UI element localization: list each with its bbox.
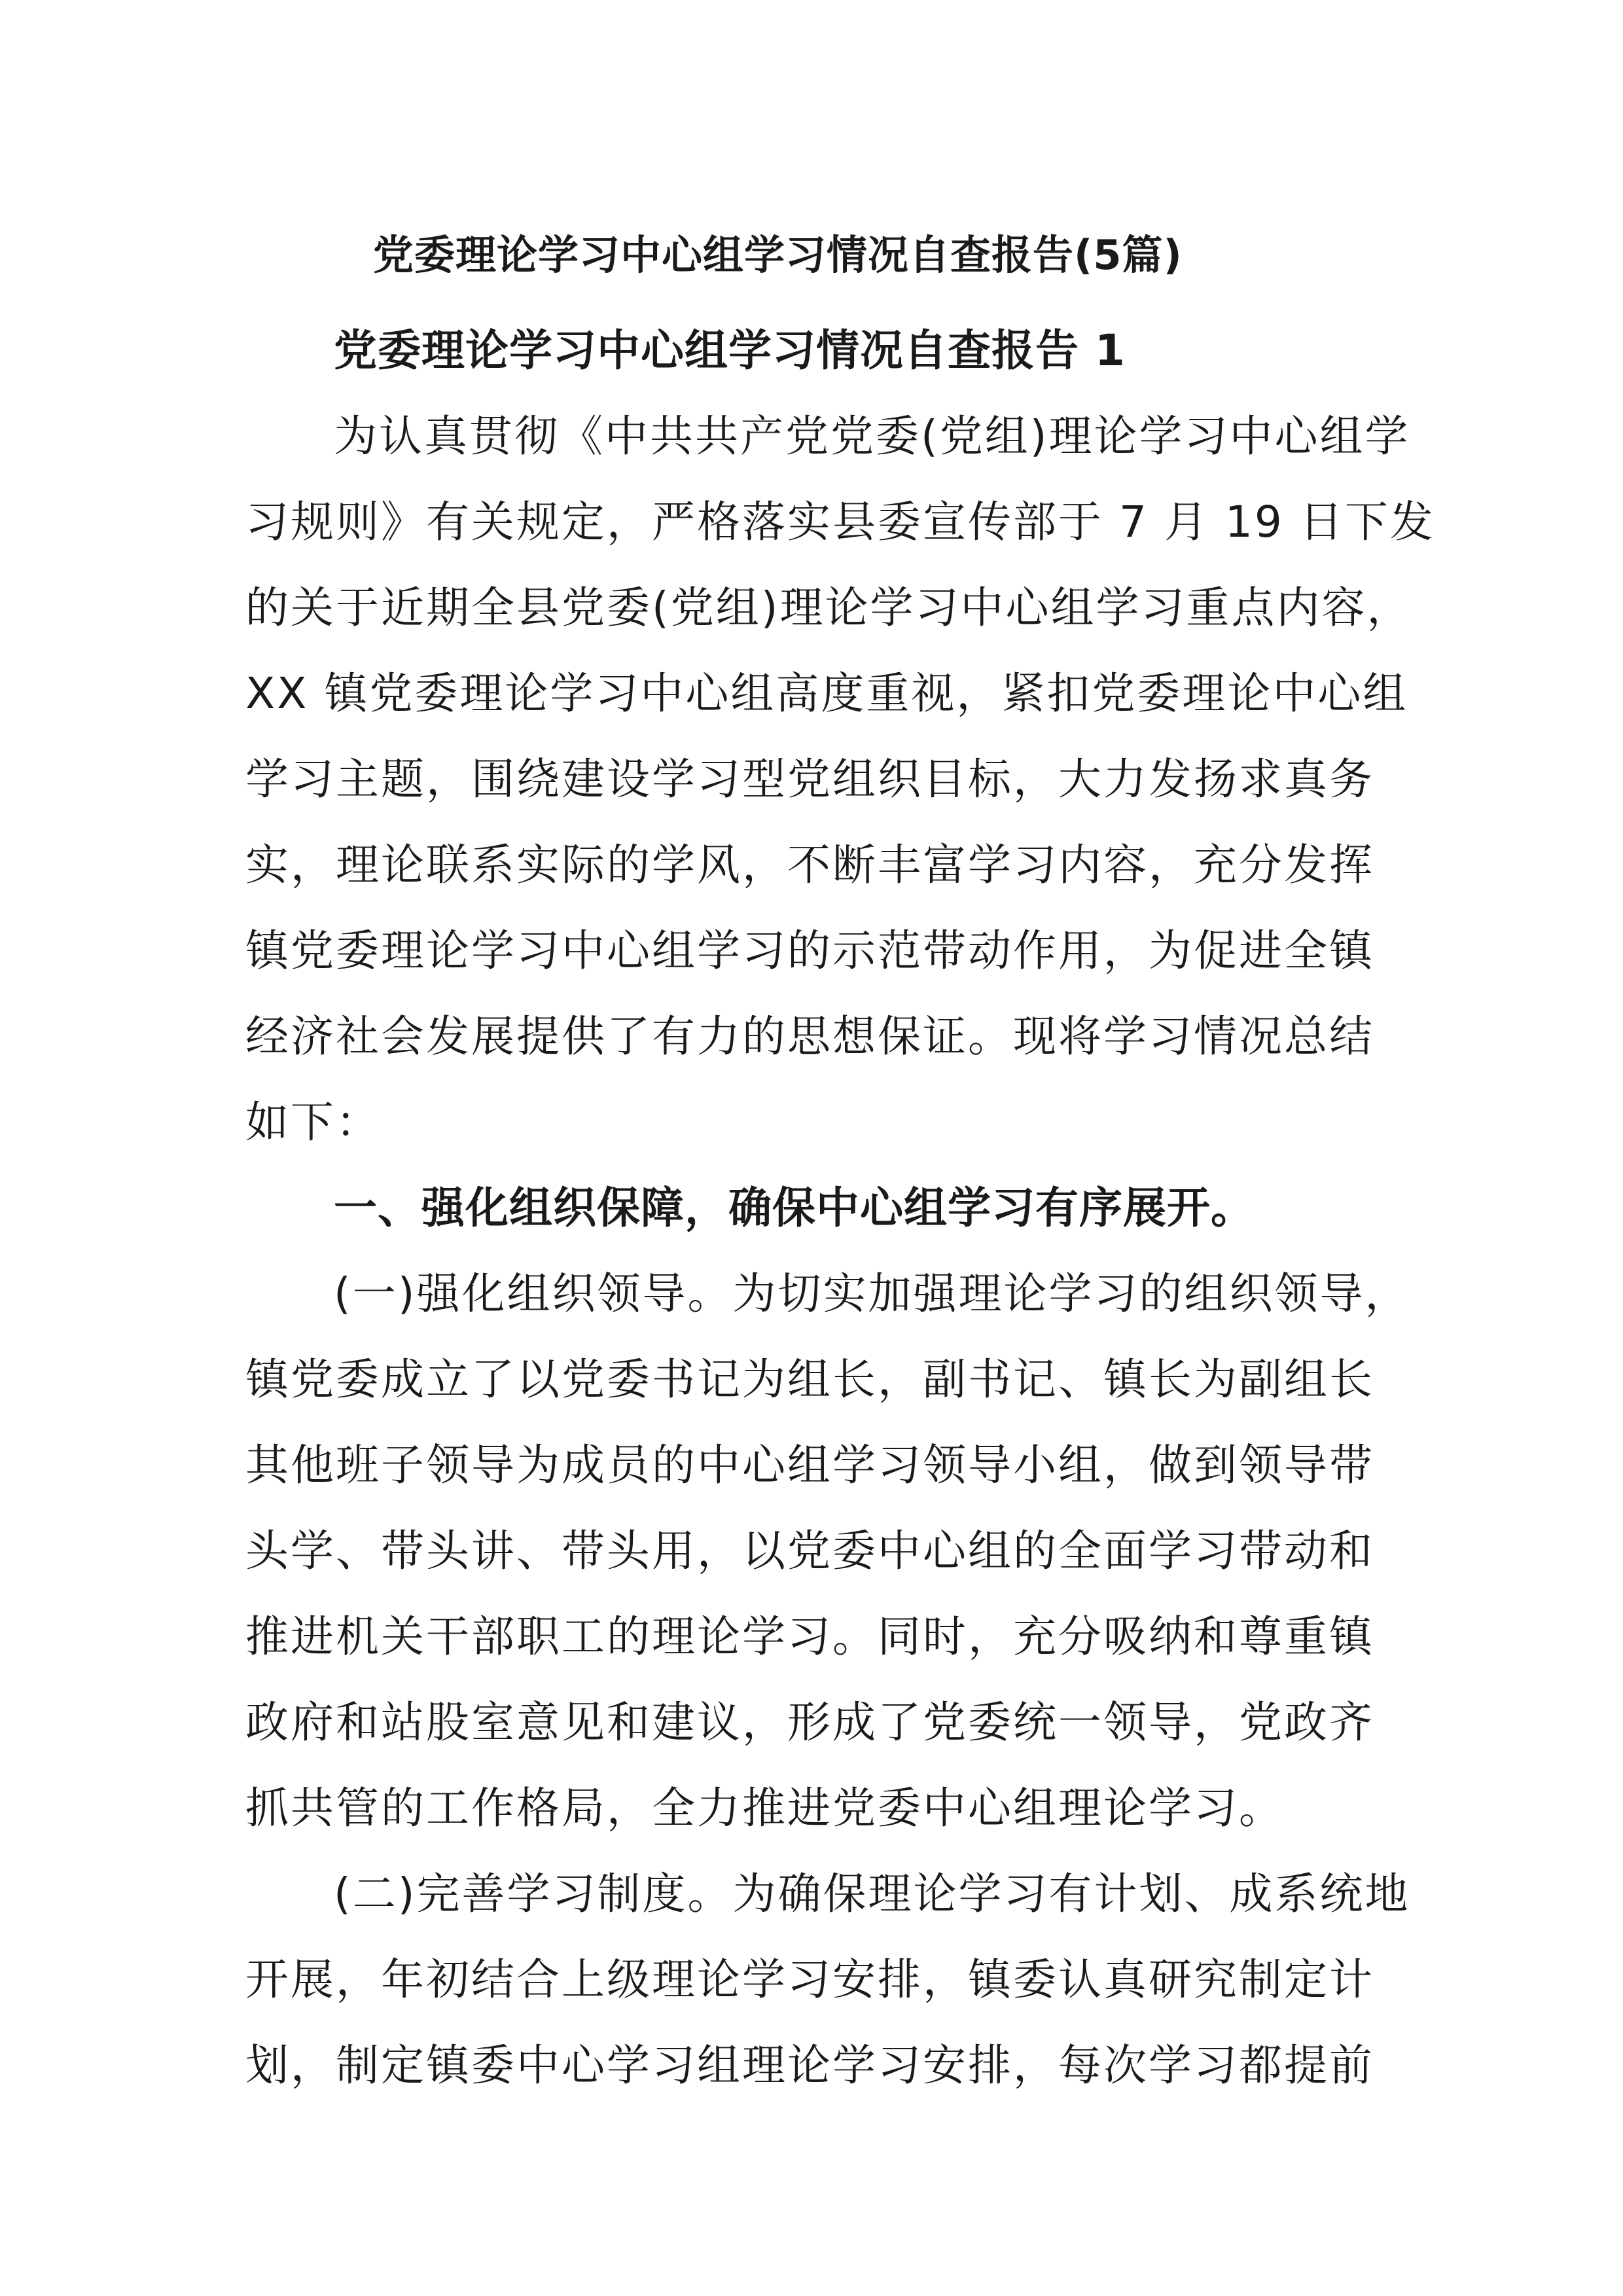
- paragraph-line: 其他班子领导为成员的中心组学习领导小组，做到领导带: [245, 1440, 1374, 1490]
- paragraph-line: 头学、带头讲、带头用，以党委中心组的全面学习带动和: [245, 1526, 1374, 1576]
- document-title: 党委理论学习中心组学习情况自查报告(5篇): [373, 231, 1183, 279]
- paragraph-line: 实，理论联系实际的学风，不断丰富学习内容，充分发挥: [245, 840, 1374, 890]
- section-heading-line: 党委理论学习中心组学习情况自查报告 1: [334, 325, 1126, 376]
- paragraph-line: 如下：: [245, 1097, 381, 1147]
- section-heading-line: 一、强化组织保障，确保中心组学习有序展开。: [334, 1183, 1255, 1233]
- paragraph-line: 经济社会发展提供了有力的思想保证。现将学习情况总结: [245, 1011, 1374, 1062]
- paragraph-line: 的关于近期全县党委(党组)理论学习中心组学习重点内容，: [245, 583, 1412, 633]
- paragraph-line: 为认真贯彻《中共共产党党委(党组)理论学习中心组学: [334, 411, 1410, 461]
- paragraph-line: 划，制定镇委中心学习组理论学习安排，每次学习都提前: [245, 2040, 1374, 2090]
- paragraph-line: (二)完善学习制度。为确保理论学习有计划、成系统地: [334, 1869, 1410, 1919]
- paragraph-line: 抓共管的工作格局，全力推进党委中心组理论学习。: [245, 1783, 1284, 1833]
- paragraph-line: 学习主题，围绕建设学习型党组织目标，大力发扬求真务: [245, 754, 1374, 804]
- paragraph-line: 开展，年初结合上级理论学习安排，镇委认真研究制定计: [245, 1954, 1374, 2005]
- paragraph-line: 习规则》有关规定，严格落实县委宣传部于 7 月 19 日下发: [245, 497, 1435, 547]
- document-body: [245, 308, 1435, 2108]
- paragraph-line: 政府和站股室意见和建议，形成了党委统一领导，党政齐: [245, 1697, 1374, 1748]
- paragraph-line: 镇党委成立了以党委书记为组长，副书记、镇长为副组长: [245, 1354, 1374, 1405]
- paragraph-line: 镇党委理论学习中心组学习的示范带动作用，为促进全镇: [245, 925, 1374, 976]
- paragraph-line: 推进机关干部职工的理论学习。同时，充分吸纳和尊重镇: [245, 1611, 1374, 1662]
- paragraph-line: (一)强化组织领导。为切实加强理论学习的组织领导，: [334, 1268, 1410, 1319]
- paragraph-line: XX 镇党委理论学习中心组高度重视，紧扣党委理论中心组: [245, 668, 1408, 719]
